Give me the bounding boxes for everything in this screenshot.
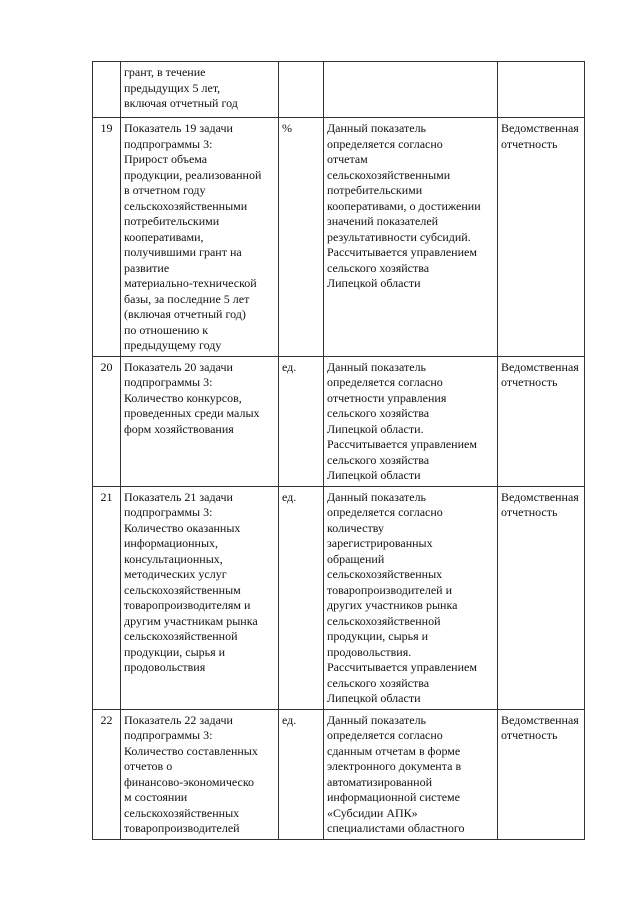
data-source: Ведомственная отчетность <box>498 356 585 486</box>
table-row <box>93 486 585 709</box>
indicator-name: Показатель 21 задачи подпрограммы 3: Количество оказанных информационных, консультационных, методических услуг сельскохозяйственным товаропроизводителям и другим участникам рынка сельскохозяйственной продукции, сырья и продовольствия <box>121 486 279 709</box>
calculation-method: Данный показатель определяется согласно отчетности управления сельского хозяйства Липецкой области. Рассчитывается управлением сельского хозяйства Липецкой области <box>324 356 498 486</box>
unit: ед. <box>279 356 324 486</box>
table-row <box>93 62 585 118</box>
row-number: 19 <box>93 118 121 357</box>
unit: ед. <box>279 709 324 839</box>
data-source: Ведомственная отчетность <box>498 118 585 357</box>
indicator-name: Показатель 19 задачи подпрограммы 3: Прирост объема продукции, реализованной в отчетном году сельскохозяйственными потребительскими кооперативами, получившими грант на развитие материально-технической базы, за последние 5 лет (включая отчетный год) по отношению к предыдущему году <box>121 118 279 357</box>
data-source <box>498 62 585 118</box>
unit: % <box>279 118 324 357</box>
row-number <box>93 62 121 118</box>
indicator-name: Показатель 20 задачи подпрограммы 3: Количество конкурсов, проведенных среди малых форм хозяйствования <box>121 356 279 486</box>
indicators-table <box>92 61 585 840</box>
indicator-name: грант, в течение предыдущих 5 лет, включая отчетный год <box>121 62 279 118</box>
calculation-method: Данный показатель определяется согласно количеству зарегистрированных обращений сельскохозяйственных товаропроизводителей и других участников рынка сельскохозяйственной продукции, сырья и продовольствия. Рассчитывается управлением сельского хозяйства Липецкой области <box>324 486 498 709</box>
row-number: 20 <box>93 356 121 486</box>
unit: ед. <box>279 486 324 709</box>
table-row <box>93 118 585 357</box>
calculation-method: Данный показатель определяется согласно сданным отчетам в форме электронного документа в автоматизированной информационной системе «Субсидии АПК» специалистами областного <box>324 709 498 839</box>
table-row <box>93 709 585 839</box>
data-source: Ведомственная отчетность <box>498 486 585 709</box>
table-row <box>93 356 585 486</box>
unit <box>279 62 324 118</box>
data-source: Ведомственная отчетность <box>498 709 585 839</box>
calculation-method: Данный показатель определяется согласно отчетам сельскохозяйственными потребительскими кооперативами, о достижении значений показателей результативности субсидий. Рассчитывается управлением сельского хозяйства Липецкой области <box>324 118 498 357</box>
row-number: 22 <box>93 709 121 839</box>
row-number: 21 <box>93 486 121 709</box>
indicator-name: Показатель 22 задачи подпрограммы 3: Количество составленных отчетов о финансово-экономическо м состоянии сельскохозяйственных товаропроизводителей <box>121 709 279 839</box>
calculation-method <box>324 62 498 118</box>
